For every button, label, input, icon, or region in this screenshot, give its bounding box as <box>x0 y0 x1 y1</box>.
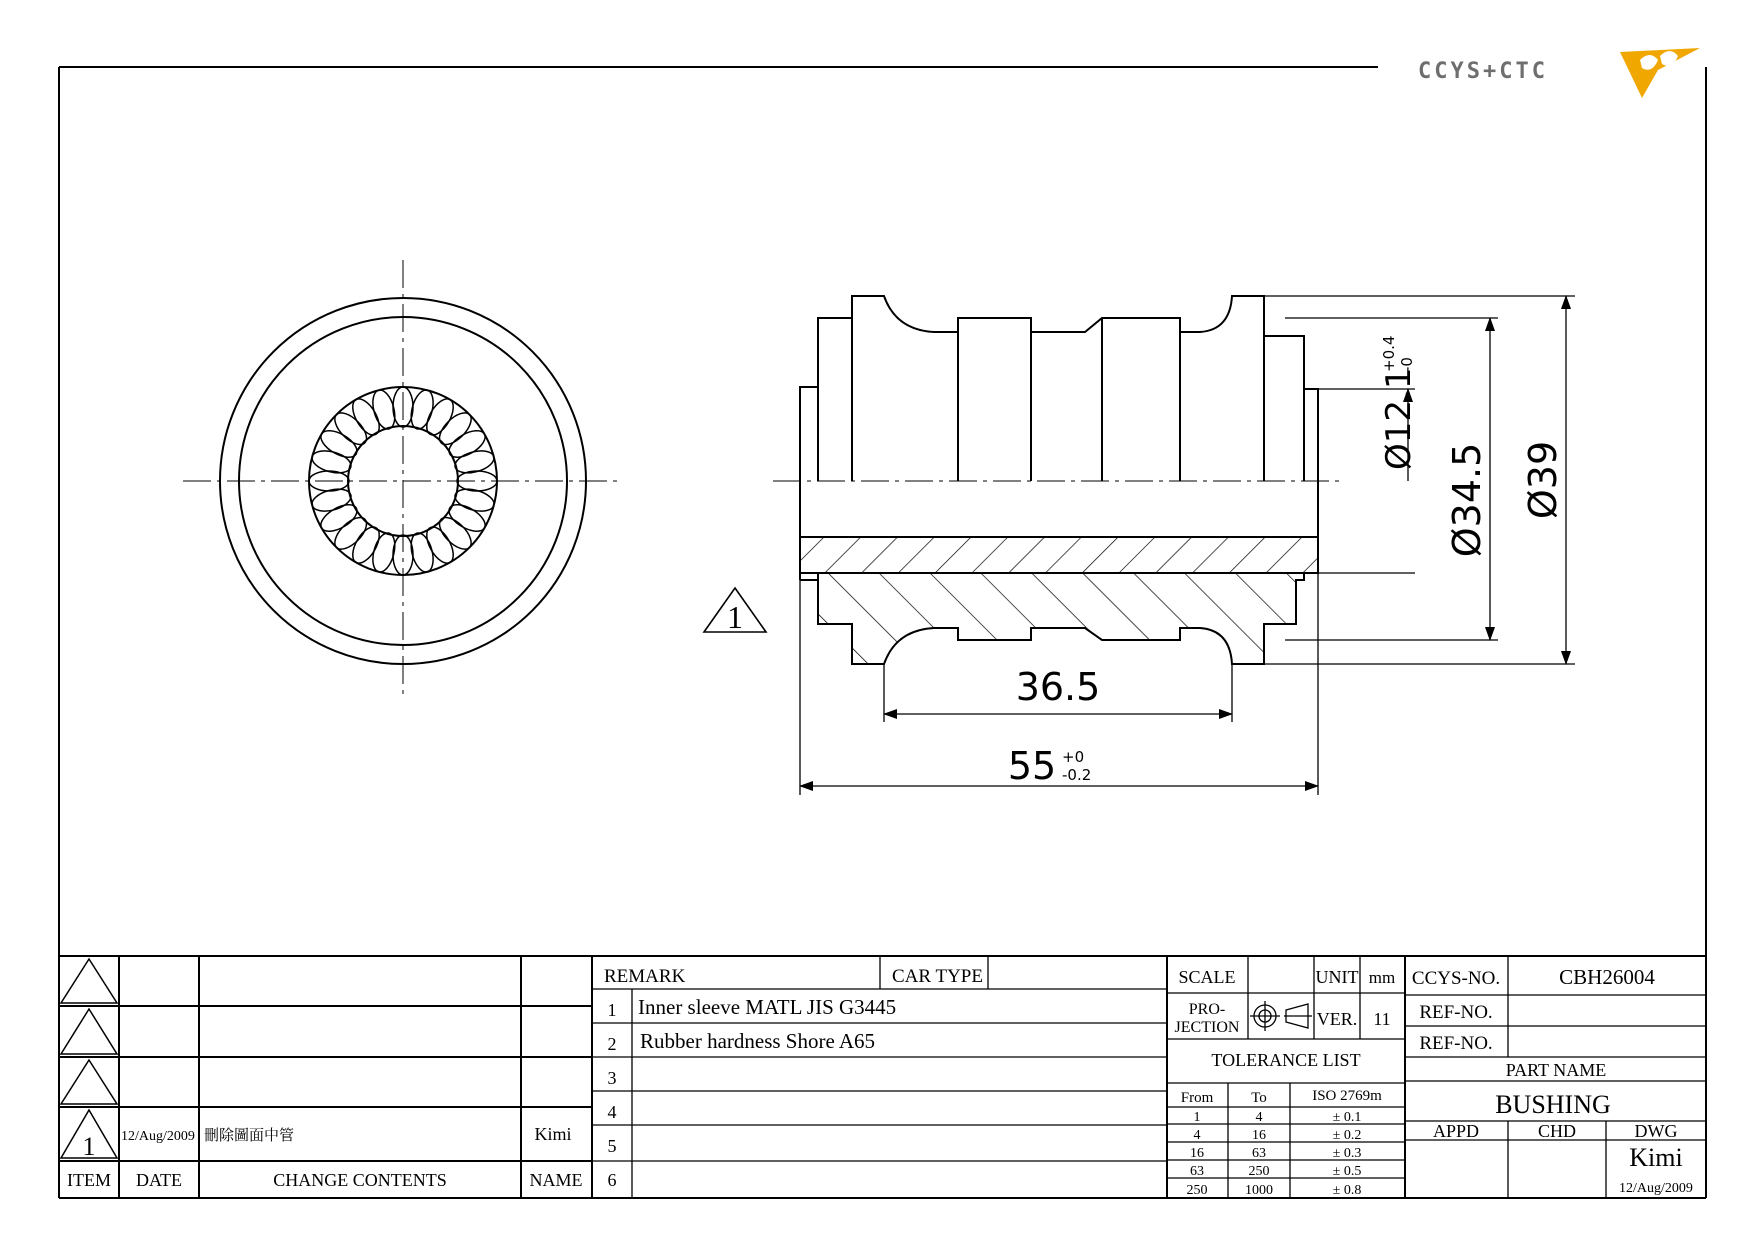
remark-2: Rubber hardness Shore A65 <box>640 1029 876 1053</box>
svg-text:63: 63 <box>1190 1164 1204 1179</box>
chd-label: CHD <box>1537 1121 1577 1141</box>
revision-date: 12/Aug/2009 <box>121 1129 195 1144</box>
header-item: ITEM <box>67 1170 111 1190</box>
revision-triangles <box>61 959 117 1158</box>
ccys-no-value: CBH26004 <box>1559 965 1655 989</box>
remark-table <box>604 966 983 1190</box>
petal <box>453 447 497 477</box>
svg-text:± 0.2: ± 0.2 <box>1332 1128 1362 1143</box>
svg-text:63: 63 <box>1252 1146 1266 1161</box>
ver-label: VER. <box>1316 1009 1358 1029</box>
svg-text:± 0.3: ± 0.3 <box>1332 1146 1362 1161</box>
ccys-no-label: CCYS-NO. <box>1411 968 1501 989</box>
revision-contents: 刪除圖面中管 <box>204 1128 295 1144</box>
dwg-label: DWG <box>1634 1121 1678 1141</box>
petal <box>407 531 437 575</box>
end-view <box>183 260 623 700</box>
dim-outer-dia: Ø34.5 <box>1445 442 1489 558</box>
ref-no-label-2: REF-NO. <box>1419 1033 1493 1054</box>
svg-text:4: 4 <box>1193 1128 1201 1143</box>
car-type-label: CAR TYPE <box>892 966 983 987</box>
svg-text:± 0.1: ± 0.1 <box>1332 1110 1362 1125</box>
petal <box>329 512 371 554</box>
svg-text:ISO 2769m: ISO 2769m <box>1312 1088 1382 1104</box>
svg-text:4: 4 <box>1255 1110 1263 1125</box>
dim-flange-dia: Ø39 <box>1521 440 1565 520</box>
svg-text:1: 1 <box>1193 1110 1201 1125</box>
logo-mark-icon <box>1620 48 1700 98</box>
svg-text:± 0.8: ± 0.8 <box>1332 1183 1362 1198</box>
dim-length-tol-plus: +0 <box>1062 748 1085 766</box>
unit-label: UNIT <box>1315 967 1359 987</box>
svg-text:5: 5 <box>607 1136 617 1156</box>
svg-text:± 0.5: ± 0.5 <box>1332 1164 1362 1179</box>
petal <box>310 485 354 515</box>
title-block-grid <box>59 956 1706 1198</box>
remark-1: Inner sleeve MATL JIS G3445 <box>638 995 897 1019</box>
petal <box>434 512 476 554</box>
projection-symbol-icon <box>1250 1001 1312 1031</box>
header-name: NAME <box>529 1170 583 1190</box>
svg-text:16: 16 <box>1252 1128 1266 1143</box>
dwg-date: 12/Aug/2009 <box>1619 1181 1693 1196</box>
svg-text:250: 250 <box>1248 1164 1270 1179</box>
svg-text:To: To <box>1251 1090 1267 1106</box>
dim-inner-dia: Ø12.1 <box>1379 367 1419 470</box>
section-view <box>773 296 1342 664</box>
revision-table <box>67 1124 583 1190</box>
svg-text:PRO-: PRO- <box>1188 1001 1226 1018</box>
svg-text:1000: 1000 <box>1245 1183 1273 1198</box>
dim-length-tol-minus: -0.2 <box>1062 766 1092 784</box>
appd-label: APPD <box>1432 1121 1480 1141</box>
logo-text: CCYS+CTC <box>1418 59 1548 84</box>
ver-value: 11 <box>1373 1009 1391 1029</box>
svg-text:3: 3 <box>607 1068 617 1088</box>
tolerance-title: TOLERANCE LIST <box>1211 1050 1361 1070</box>
svg-text:2: 2 <box>607 1034 617 1054</box>
ref-no-label-1: REF-NO. <box>1419 1002 1493 1023</box>
dim-total-length: 55 <box>1007 744 1057 788</box>
header-date: DATE <box>136 1170 182 1190</box>
unit-value: mm <box>1368 968 1396 987</box>
company-logo <box>1418 48 1700 98</box>
part-name-label: PART NAME <box>1505 1060 1607 1080</box>
svg-text:JECTION: JECTION <box>1174 1019 1240 1036</box>
svg-text:4: 4 <box>607 1102 617 1122</box>
remark-title: REMARK <box>604 966 686 987</box>
header-contents: CHANGE CONTENTS <box>273 1170 447 1190</box>
petal <box>369 388 399 432</box>
dim-inner-tol-minus: -0 <box>1398 357 1416 372</box>
spec-block <box>1175 967 1396 1036</box>
dim-inner-length: 36.5 <box>1015 665 1101 709</box>
svg-text:1: 1 <box>607 1000 617 1020</box>
svg-text:16: 16 <box>1190 1146 1204 1161</box>
revision-mark <box>704 588 766 635</box>
dim-inner-tol-plus: +0.4 <box>1380 335 1398 372</box>
svg-text:From: From <box>1180 1090 1214 1106</box>
svg-text:1: 1 <box>727 599 743 635</box>
revision-name: Kimi <box>534 1124 572 1144</box>
svg-text:6: 6 <box>607 1170 617 1190</box>
svg-text:250: 250 <box>1186 1183 1208 1198</box>
dwg-name: Kimi <box>1629 1143 1683 1172</box>
part-name-value: BUSHING <box>1495 1090 1611 1119</box>
revision-item: 1 <box>82 1132 96 1161</box>
scale-label: SCALE <box>1178 967 1236 987</box>
